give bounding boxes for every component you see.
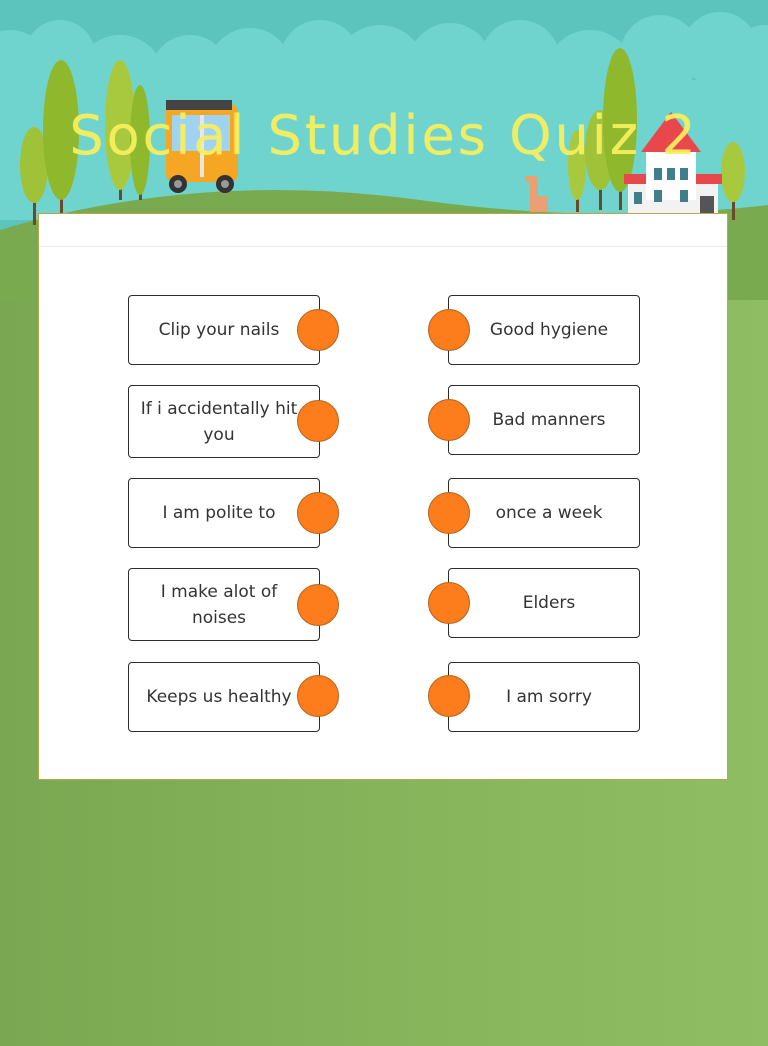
- left-item-label: Clip your nails: [158, 320, 280, 340]
- left-connector-dot[interactable]: [297, 584, 339, 626]
- left-item-label: Keeps us healthy: [146, 687, 292, 707]
- right-item-label: Elders: [522, 593, 576, 613]
- left-item-card[interactable]: [128, 662, 320, 732]
- right-item-label: Good hygiene: [489, 320, 609, 340]
- left-item-label: I make alot of noises: [160, 581, 278, 628]
- right-connector-dot[interactable]: [428, 582, 470, 624]
- right-item-label: I am sorry: [506, 687, 592, 707]
- right-item-label: once a week: [495, 503, 603, 523]
- right-connector-dot[interactable]: [428, 309, 470, 351]
- left-connector-dot[interactable]: [297, 309, 339, 351]
- right-connector-dot[interactable]: [428, 492, 470, 534]
- panel-header-strip: [39, 214, 727, 247]
- left-item-label: I am polite to: [162, 503, 276, 523]
- left-item-card[interactable]: [128, 295, 320, 365]
- right-item-card[interactable]: [448, 478, 640, 548]
- left-connector-dot[interactable]: [297, 675, 339, 717]
- left-item-label: If i accidentally hit you: [140, 398, 298, 445]
- left-item-card[interactable]: [128, 478, 320, 548]
- left-connector-dot[interactable]: [297, 492, 339, 534]
- right-item-card[interactable]: [448, 385, 640, 455]
- right-item-card[interactable]: [448, 295, 640, 365]
- left-connector-dot[interactable]: [297, 400, 339, 442]
- right-connector-dot[interactable]: [428, 675, 470, 717]
- right-item-card[interactable]: [448, 568, 640, 638]
- left-item-card[interactable]: [128, 568, 320, 641]
- matching-panel: [38, 213, 728, 780]
- right-connector-dot[interactable]: [428, 399, 470, 441]
- quiz-title: Social Studies Quiz 2: [69, 104, 699, 167]
- left-item-card[interactable]: [128, 385, 320, 458]
- right-item-card[interactable]: [448, 662, 640, 732]
- right-item-label: Bad manners: [492, 410, 606, 430]
